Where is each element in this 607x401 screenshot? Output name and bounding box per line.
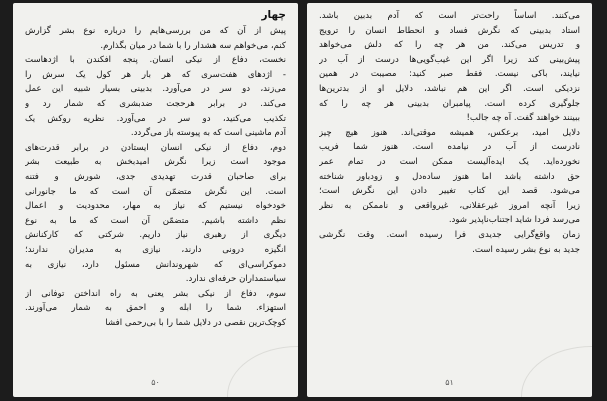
text-line: می‌رسد فردا شاید اجتناب‌ناپذیر شود. [448, 215, 580, 226]
text-line: کوچک‌ترین نقصی در دلایل شما را با بی‌رحمی افشا [105, 317, 286, 328]
text-line: دیگری از رهبری نیاز داریم. شرکتی که کارکنانش [25, 230, 286, 241]
text-line: دوم، دفاع از نیکی انسان ایستادن در برابر قدرت‌های [25, 142, 286, 153]
left-page-number: ۵۰ [151, 378, 160, 387]
text-line: دموکراسی‌ای که شهروندانش مسئول دارد، نیازی به [25, 259, 286, 270]
text-line: می‌کنند. اساساً راحت‌تر است که آدم بدبین باشد. [319, 11, 580, 21]
text-line: است. این نگرش متضمّن آن است که ما جانورانی [25, 186, 286, 197]
text-line: نظم داشته باشیم. متضمّن آن است که ما به نوع [25, 215, 286, 226]
text-line: دلایل امید، برعکس، همیشه موقتی‌اند. هنوز هیچ چیز [319, 127, 580, 138]
text-line: می‌شود. قصد این کتاب تغییر دادن این نگرش است؛ [319, 186, 580, 197]
left-page-text [25, 24, 286, 330]
text-line: تکذیب می‌کنید، دو سر در می‌آورد. نظریه روکش یک [25, 113, 286, 124]
text-line: - اژدهای هفت‌سری که هر بار هر کول یک سرش را [25, 69, 286, 80]
text-line: می‌زند، دو سر در می‌آورد. بدبینی بسیار شبیه این عمل [25, 84, 286, 95]
text-line: زمان واقع‌گرایی جدیدی فرا رسیده است. وقت نگرشی [319, 229, 580, 240]
text-line: موجود است زیرا نگرش امیدبخش به طبیعت بشر [25, 157, 286, 168]
text-line: نیایند، باکی نیست. فقط صبر کنید: مصیبت در همین [319, 69, 580, 80]
text-line: خودخواه نیستیم که نیاز به مهار، محدودیت و اعمال [25, 201, 286, 212]
chapter-heading: چهار [261, 9, 286, 21]
text-line: جلوگیری کرده است. پیامبران بدبینی هر چه را که [319, 98, 580, 109]
text-line: آدم ماشینی است که به پیوسته باز می‌گردد. [130, 128, 286, 139]
text-line: پیش‌بینی کند زیرا اگر این غیب‌گویی‌ها درست از آب در [319, 54, 580, 65]
text-line: و تدریس می‌کند. من هر چه را که دلش می‌خواهد [319, 40, 580, 51]
text-line: استهزاء. شما را ابله و احمق به شمار می‌آورند. [25, 303, 286, 314]
text-line: پیش از آن که من بررسی‌هایم را درباره نوع بشر گزارش [25, 26, 286, 36]
right-book-page [307, 3, 592, 397]
right-page-text [319, 9, 580, 257]
page-curl-decoration [521, 346, 592, 397]
right-page-number: ۵۱ [445, 378, 454, 387]
text-line: سیاستمداران حرفه‌ای ندارد. [185, 274, 286, 285]
page-curl-decoration [227, 346, 298, 397]
text-line: زیرا آنچه امروز غیرعقلانی، غیرواقعی و ناممکن به نظر [319, 200, 580, 211]
left-book-page [13, 3, 298, 397]
text-line: نخست، دفاع از نیکی انسان. پنجه افکندن با اژدهاست [25, 55, 286, 66]
text-line: جدید به نوع بشر رسیده است. [472, 244, 580, 255]
text-line: کنم، می‌خواهم سه هشدار را با شما در میان بگذارم. [100, 40, 286, 51]
text-line: سوم، دفاع از نیکی بشر یعنی به راه انداختن توفانی از [25, 288, 286, 299]
text-line: می‌کند. در برابر هرحجت ضدبشری که شمار رد و [25, 98, 286, 109]
text-line: نادرست از آب در نیامده است. هنوز شما فریب [319, 142, 580, 153]
text-line: حق داشته باشد اما هنوز ساده‌دل و زودباور شناخته [319, 171, 580, 182]
text-line: برای صاحبان قدرت تهدیدی جدی، شورش و فتنه [25, 171, 286, 182]
text-line: ببینند خواهند گفت. آه چه جالب! [466, 113, 580, 124]
text-line: استاد بدبینی که نگرش فساد و انحطاط انسان را ترویج [319, 25, 580, 36]
text-line: انگیزه درونی دارند، نیازی به مدیران ندارند؛ [25, 244, 286, 255]
text-line: نزدیکی است. اگر این هم نباشد، دلایل او از بدترین‌ها [319, 83, 580, 94]
text-line: نخورده‌اید. یک ایده‌آلیست ممکن است در تمام عمر [319, 156, 580, 167]
